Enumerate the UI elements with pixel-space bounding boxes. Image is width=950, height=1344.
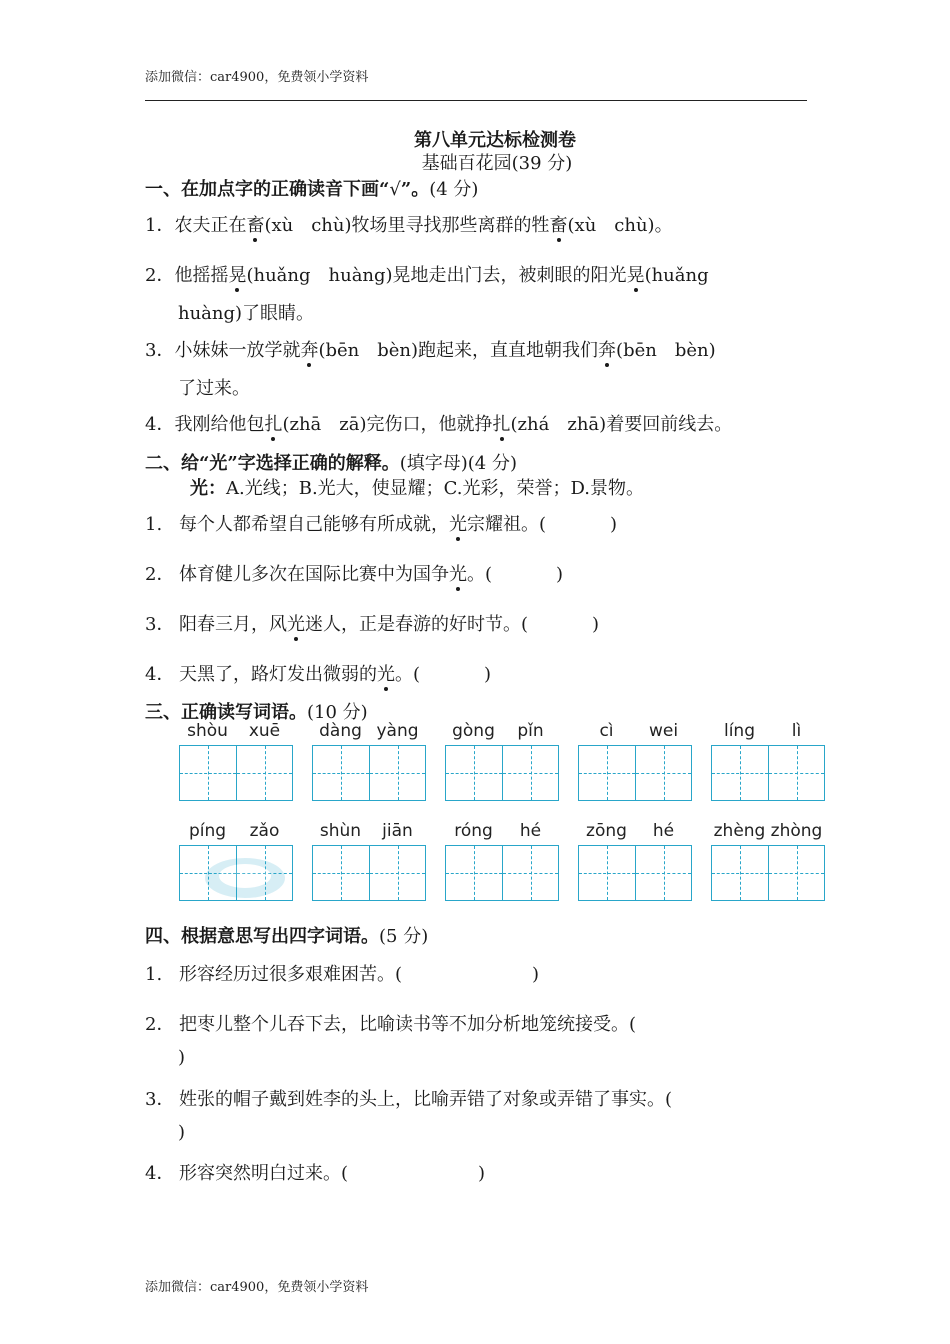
grid-cell[interactable] bbox=[180, 746, 236, 800]
dotted-char: 扎 bbox=[264, 414, 283, 435]
pinyin-label: róng hé bbox=[454, 821, 542, 841]
grid-cell[interactable] bbox=[502, 746, 558, 800]
question-text: 小妹妹一放学就 bbox=[174, 340, 301, 361]
question-text: 天黑了，路灯发出微弱的 bbox=[179, 664, 377, 685]
page-subtitle: 基础百花园(39 分) bbox=[421, 153, 573, 174]
writing-grid[interactable] bbox=[578, 745, 692, 801]
question-text: (zhā zā)完伤口，他就挣 bbox=[282, 414, 493, 435]
dotted-char: 畜 bbox=[549, 215, 568, 236]
s4-question-1 bbox=[145, 960, 539, 986]
section-2-title: 二、给“光”字选择正确的解释。 bbox=[145, 453, 400, 474]
question-text: 体育健儿多次在国际比赛中为国争 bbox=[179, 564, 449, 585]
grid-cell[interactable] bbox=[635, 746, 691, 800]
grid-cell[interactable] bbox=[446, 746, 502, 800]
grid-cell[interactable] bbox=[579, 846, 635, 900]
grid-cell[interactable] bbox=[236, 746, 292, 800]
writing-grid[interactable] bbox=[445, 745, 559, 801]
grid-cell[interactable] bbox=[369, 846, 425, 900]
question-number: 1． bbox=[145, 215, 175, 236]
question-text: (xù chù)。 bbox=[567, 215, 673, 236]
pinyin-label: líng lì bbox=[723, 721, 802, 741]
question-text: 形容经历过很多艰难困苦。( bbox=[179, 964, 403, 985]
watermark-icon bbox=[200, 850, 290, 902]
section-2-heading bbox=[145, 449, 517, 475]
question-number: 2． bbox=[145, 265, 175, 286]
question-text: (xù chù)牧场里寻找那些离群的牲 bbox=[264, 215, 550, 236]
section-4-title: 四、根据意思写出四字词语。 bbox=[145, 926, 379, 947]
question-number: 3． bbox=[145, 614, 175, 635]
question-number: 4． bbox=[145, 1163, 175, 1184]
grid-cell[interactable] bbox=[502, 846, 558, 900]
s2-question-2 bbox=[145, 560, 563, 586]
dotted-char: 奔 bbox=[300, 340, 319, 361]
dotted-char: 光 bbox=[377, 664, 395, 685]
section-3-title: 三、正确读写词语。 bbox=[145, 702, 307, 723]
section-2-score: (填字母)(4 分) bbox=[399, 453, 517, 474]
s1-question-4 bbox=[145, 410, 732, 436]
section-1-title-tail: ”。 bbox=[400, 179, 430, 200]
question-text: 宗耀祖。( bbox=[467, 514, 547, 535]
s2-question-4 bbox=[145, 660, 491, 686]
question-text: (huǎng huàng)晃地走出门去，被刺眼的阳光 bbox=[246, 265, 627, 286]
section-4-heading bbox=[145, 922, 428, 948]
question-text: 姓张的帽子戴到姓李的头上，比喻弄错了对象或弄错了事实。( bbox=[179, 1089, 673, 1110]
question-text: (bēn bèn) bbox=[616, 340, 716, 361]
dotted-char: 扎 bbox=[492, 414, 511, 435]
dotted-char: 奔 bbox=[598, 340, 617, 361]
question-text: 迷人，正是春游的好时节。( bbox=[305, 614, 529, 635]
grid-cell[interactable] bbox=[768, 846, 824, 900]
writing-grid[interactable] bbox=[445, 845, 559, 901]
question-text: (zhá zhā)着要回前线去。 bbox=[510, 414, 733, 435]
question-text: ) bbox=[556, 564, 564, 585]
s4-question-3-close: ) bbox=[178, 1122, 186, 1143]
pinyin-label: shùn jiān bbox=[319, 821, 413, 841]
question-number: 1. bbox=[145, 514, 163, 535]
pinyin-label: dàng yàng bbox=[319, 721, 419, 741]
question-text: 。( bbox=[467, 564, 493, 585]
section-1-title: 一、在加点字的正确读音下画“ bbox=[145, 179, 390, 200]
writing-grid[interactable] bbox=[711, 845, 825, 901]
grid-cell[interactable] bbox=[446, 846, 502, 900]
question-text: 我刚给他包 bbox=[174, 414, 265, 435]
writing-grid[interactable] bbox=[312, 845, 426, 901]
question-text: (huǎng bbox=[644, 265, 709, 286]
section-3-score: (10 分) bbox=[307, 702, 368, 723]
question-number: 3． bbox=[145, 340, 175, 361]
question-text: ) bbox=[484, 664, 492, 685]
question-number: 3． bbox=[145, 1089, 175, 1110]
dotted-char: 光 bbox=[449, 514, 467, 535]
s2-question-3 bbox=[145, 610, 599, 636]
grid-cell[interactable] bbox=[313, 846, 369, 900]
writing-grid[interactable] bbox=[578, 845, 692, 901]
header-rule bbox=[145, 100, 807, 101]
question-text: 他摇摇 bbox=[174, 265, 229, 286]
question-text: 把枣儿整个儿吞下去，比喻读书等不加分析地笼统接受。( bbox=[179, 1014, 637, 1035]
pinyin-label: cì wei bbox=[599, 721, 679, 741]
pinyin-label: píng zǎo bbox=[188, 821, 280, 841]
question-text: ) bbox=[478, 1163, 486, 1184]
definition-label: 光： bbox=[190, 478, 226, 499]
dotted-char: 晃 bbox=[228, 265, 247, 286]
question-number: 2． bbox=[145, 1014, 175, 1035]
writing-grid[interactable] bbox=[312, 745, 426, 801]
s4-question-2 bbox=[145, 1010, 636, 1036]
s1-question-3 bbox=[145, 336, 716, 362]
pinyin-label: zhèng zhòng bbox=[713, 821, 823, 841]
question-text: ) bbox=[592, 614, 600, 635]
page-title: 第八单元达标检测卷 bbox=[414, 130, 576, 151]
definition-text: A.光线；B.光大，使显耀；C.光彩，荣誉；D.景物。 bbox=[226, 478, 645, 499]
question-text: 每个人都希望自己能够有所成就， bbox=[179, 514, 449, 535]
question-text: (bēn bèn)跑起来，直直地朝我们 bbox=[318, 340, 599, 361]
grid-cell[interactable] bbox=[313, 746, 369, 800]
check-mark: √ bbox=[389, 179, 401, 200]
s1-question-3-cont: 了过来。 bbox=[178, 378, 250, 399]
grid-cell[interactable] bbox=[369, 746, 425, 800]
question-text: ) bbox=[532, 964, 540, 985]
question-text: ) bbox=[610, 514, 618, 535]
s1-question-2-cont: huàng)了眼睛。 bbox=[178, 303, 315, 324]
grid-cell[interactable] bbox=[579, 746, 635, 800]
s2-question-1 bbox=[145, 510, 617, 536]
writing-grid[interactable] bbox=[179, 745, 293, 801]
question-number: 4． bbox=[145, 414, 175, 435]
footer-contact: 添加微信：car4900，免费领小学资料 bbox=[145, 1280, 369, 1295]
dotted-char: 光 bbox=[287, 614, 305, 635]
s2-definitions bbox=[190, 474, 644, 500]
s4-question-4 bbox=[145, 1159, 485, 1185]
question-number: 1. bbox=[145, 964, 163, 985]
question-text: 形容突然明白过来。( bbox=[179, 1163, 349, 1184]
question-text: 。( bbox=[395, 664, 421, 685]
question-text: 阳春三月，风 bbox=[179, 614, 287, 635]
s4-question-3 bbox=[145, 1085, 672, 1111]
dotted-char: 晃 bbox=[626, 265, 645, 286]
writing-grid[interactable] bbox=[711, 745, 825, 801]
dotted-char: 畜 bbox=[246, 215, 265, 236]
grid-cell[interactable] bbox=[712, 746, 768, 800]
pinyin-label: shòu xuē bbox=[187, 721, 281, 741]
grid-cell[interactable] bbox=[712, 846, 768, 900]
section-4-score: (5 分) bbox=[379, 926, 429, 947]
s1-question-1 bbox=[145, 211, 673, 237]
pinyin-label: zōng hé bbox=[586, 821, 675, 841]
header-contact: 添加微信：car4900，免费领小学资料 bbox=[145, 70, 369, 85]
section-1-score: (4 分) bbox=[429, 179, 479, 200]
s4-question-2-close: ) bbox=[178, 1047, 186, 1068]
grid-cell[interactable] bbox=[635, 846, 691, 900]
section-1-heading bbox=[145, 175, 478, 201]
grid-cell[interactable] bbox=[768, 746, 824, 800]
question-text: 农夫正在 bbox=[174, 215, 247, 236]
question-number: 4． bbox=[145, 664, 175, 685]
question-number: 2． bbox=[145, 564, 175, 585]
s1-question-2 bbox=[145, 261, 709, 287]
dotted-char: 光 bbox=[449, 564, 467, 585]
pinyin-label: gòng pǐn bbox=[452, 721, 544, 741]
